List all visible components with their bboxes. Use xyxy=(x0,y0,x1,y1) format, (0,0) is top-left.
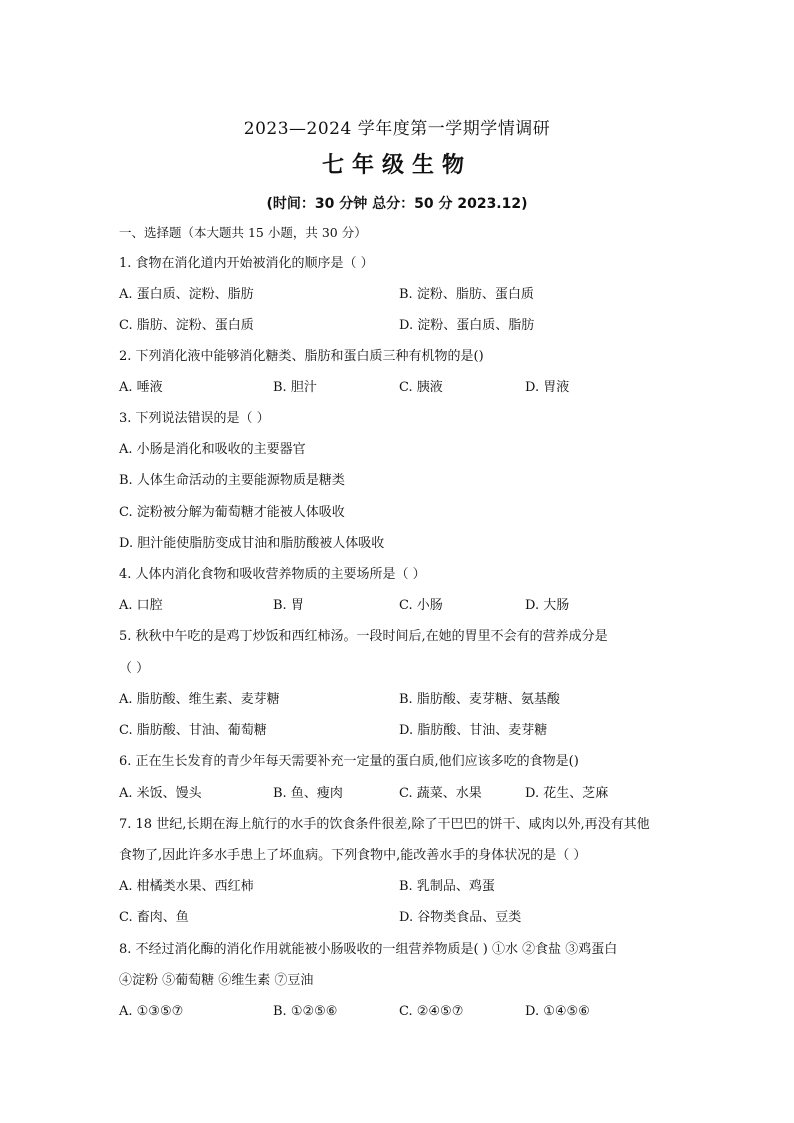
q2-option-d: D. 胃液 xyxy=(525,380,570,395)
exam-title: 2023—2024 学年度第一学期学情调研 xyxy=(243,119,551,139)
question-2-stem: 2. 下列消化液中能够消化糖类、脂肪和蛋白质三种有机物的是() xyxy=(119,349,484,364)
q4-option-d: D. 大肠 xyxy=(525,598,570,613)
q8-option-a: A. ①③⑤⑦ xyxy=(119,1004,184,1019)
q4-option-c: C. 小肠 xyxy=(399,598,443,613)
question-5-stem: 5. 秋秋中午吃的是鸡丁炒饭和西红柿汤。一段时间后,在她的胃里不会有的营养成分是 xyxy=(119,629,608,644)
q7-option-b: B. 乳制品、鸡蛋 xyxy=(399,879,495,894)
q5-option-c: C. 脂肪酸、甘油、葡萄糖 xyxy=(119,723,267,738)
q3-option-a: A. 小肠是消化和吸收的主要器官 xyxy=(119,442,306,457)
question-3-stem: 3. 下列说法错误的是（ ） xyxy=(119,411,270,426)
q1-option-d: D. 淀粉、蛋白质、脂肪 xyxy=(399,318,535,333)
q7-option-a: A. 柑橘类水果、西红柿 xyxy=(119,879,254,894)
q8-option-c: C. ②④⑤⑦ xyxy=(399,1004,464,1019)
q3-option-b: B. 人体生命活动的主要能源物质是糖类 xyxy=(119,473,345,488)
question-1-stem: 1. 食物在消化道内开始被消化的顺序是（ ） xyxy=(119,256,374,271)
q2-option-c: C. 胰液 xyxy=(399,380,443,395)
q6-option-c: C. 蔬菜、水果 xyxy=(399,786,482,801)
q5-option-a: A. 脂肪酸、维生素、麦芽糖 xyxy=(119,692,280,707)
q5-option-d: D. 脂肪酸、甘油、麦芽糖 xyxy=(399,723,548,738)
question-8-stem: 8. 不经过消化酶的消化作用就能被小肠吸收的一组营养物质是( ) ①水 ②食盐 ③鸡蛋白 xyxy=(119,942,618,957)
q8-option-b: B. ①②⑤⑥ xyxy=(273,1004,338,1019)
q1-option-a: A. 蛋白质、淀粉、脂肪 xyxy=(119,287,254,302)
q7-option-c: C. 畜肉、鱼 xyxy=(119,910,189,925)
q4-option-b: B. 胃 xyxy=(273,598,304,613)
q4-option-a: A. 口腔 xyxy=(119,598,163,613)
q8-option-d: D. ①④⑤⑥ xyxy=(525,1004,590,1019)
q7-option-d: D. 谷物类食品、豆类 xyxy=(399,910,522,925)
q6-option-d: D. 花生、芝麻 xyxy=(525,786,609,801)
question-6-stem: 6. 正在生长发育的青少年每天需要补充一定量的蛋白质,他们应该多吃的食物是() xyxy=(119,754,579,769)
q2-option-b: B. 胆汁 xyxy=(273,380,317,395)
q2-option-a: A. 唾液 xyxy=(119,380,163,395)
question-8-stem-cont: ④淀粉 ⑤葡萄糖 ⑥维生素 ⑦豆油 xyxy=(119,973,314,988)
subject-title: 七年级生物 xyxy=(321,152,472,178)
q3-option-c: C. 淀粉被分解为葡萄糖才能被人体吸收 xyxy=(119,505,345,520)
q1-option-b: B. 淀粉、脂肪、蛋白质 xyxy=(399,287,534,302)
q6-option-a: A. 米饭、馒头 xyxy=(119,786,202,801)
q5-option-b: B. 脂肪酸、麦芽糖、氨基酸 xyxy=(399,692,560,707)
question-7-stem-cont: 食物了,因此许多水手患上了坏血病。下列食物中,能改善水手的身体状况的是（ ） xyxy=(119,848,587,863)
question-4-stem: 4. 人体内消化食物和吸收营养物质的主要场所是（ ） xyxy=(119,567,426,582)
section-heading: 一、选择题（本大题共 15 小题，共 30 分） xyxy=(119,225,367,240)
exam-meta: (时间：30 分钟 总分：50 分 2023.12) xyxy=(266,196,528,212)
q1-option-c: C. 脂肪、淀粉、蛋白质 xyxy=(119,318,254,333)
question-7-stem: 7. 18 世纪,长期在海上航行的水手的饮食条件很差,除了干巴巴的饼干、咸肉以外,再没有其他 xyxy=(119,817,650,832)
question-5-stem-cont: （ ） xyxy=(119,661,150,676)
q3-option-d: D. 胆汁能使脂肪变成甘油和脂肪酸被人体吸收 xyxy=(119,536,385,551)
q6-option-b: B. 鱼、瘦肉 xyxy=(273,786,343,801)
